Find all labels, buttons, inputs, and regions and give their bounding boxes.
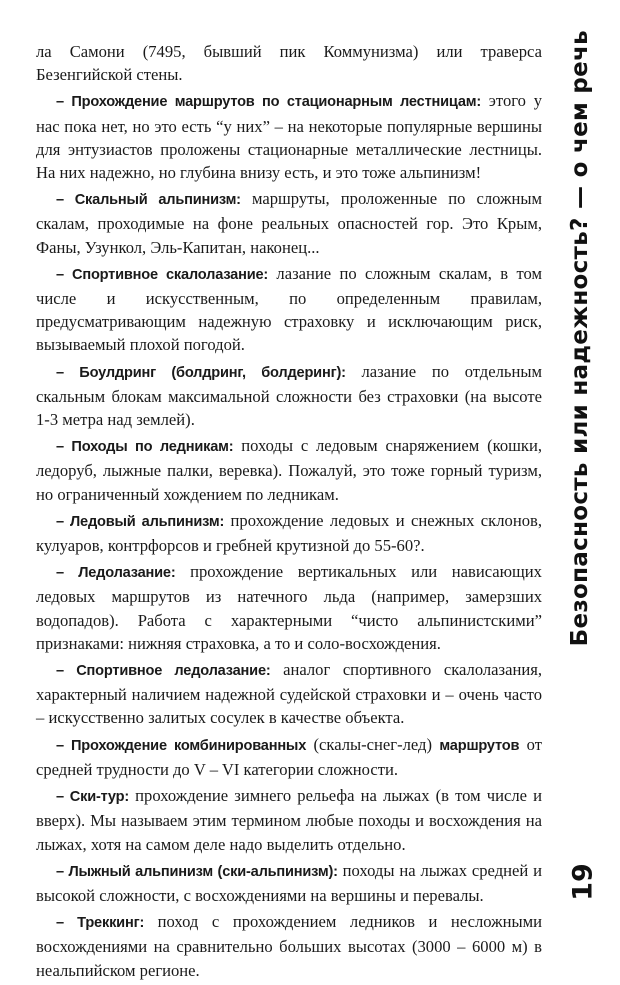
term-heading: – Прохождение маршрутов по стационарным лестницам:: [56, 94, 482, 111]
running-title-column: [556, 30, 602, 860]
paragraph-text: лазание по отдельным скальным блокам максимальной сложности без страховки (на высоте 1-3 метра над землей).: [36, 361, 542, 430]
term-heading: – Ледовый альпинизм:: [56, 513, 225, 530]
paragraph-text: прохождение зимнего рельефа на лыжах (в том числе и вверх). Мы называем этим термином любые походы и восхождения на лыжах, хотя на самом деле надо выделить отдельно.: [36, 786, 542, 854]
paragraph-text: этого у нас пока нет, но это есть “у них” – на некоторые популярные вершины для энтузиастов проложены стационарные металлические лестницы. На них надежно, но глубина внизу есть, и это тоже альпинизм!: [36, 91, 542, 183]
paragraph-text: (скалы-снег-лед): [306, 734, 440, 754]
paragraph-text: походы с ледовым снаряжением (кошки, ледоруб, лыжные палки, веревка). Пожалуй, это тоже горный туризм, но ограниченный хождением по ледникам.: [36, 436, 542, 504]
paragraph-text: поход с прохождением ледников и несложными восхождениями на сравнительно больших высотах (3000 – 6000 м) в неальпийском регионе.: [36, 912, 542, 980]
paragraph-sport-ice-climbing: [36, 658, 542, 730]
paragraph-ice-climbing: [36, 560, 542, 655]
term-heading: – Треккинг:: [56, 915, 145, 932]
paragraph-sport-climbing: [36, 262, 542, 357]
paragraph-rock-alpinism: [36, 187, 542, 259]
page-number-box: [563, 852, 603, 912]
paragraph-stationary-ladders: [36, 89, 542, 184]
paragraph-text: походы на лыжах средней и высокой сложности, с восхождениями на вершины и перевалы.: [36, 860, 543, 905]
paragraph-trekking: [36, 910, 542, 982]
paragraph-bouldering: [36, 360, 542, 432]
paragraph-continued: [36, 40, 542, 86]
term-heading: – Ски-тур:: [56, 789, 130, 806]
term-heading: – Ледолазание:: [56, 565, 176, 582]
paragraph-text: прохождение ледовых и снежных склонов, кулуаров, контрфорсов и гребней крутизной до 55-60?.: [36, 510, 542, 556]
paragraph-glacier-hikes: [36, 434, 542, 506]
paragraph-text: ла Самони (7495, бывший пик Коммунизма) или траверса Безенгийской стены.: [36, 42, 542, 85]
paragraph-text: лазание по сложным скалам, в том числе и искусственным, по определенным правилам, предусматривающим надежную страховку и исключающим риск, вызываемый плохой погодой.: [36, 263, 542, 355]
paragraph-ice-alpinism: [36, 509, 542, 557]
body-text: [36, 40, 542, 985]
paragraph-text: маршруты, проложенные по сложным скалам, проходимые на фоне реальных опасностей гор. Это Крым, Фаны, Узункол, Эль-Капитан, наконец...: [36, 189, 542, 257]
paragraph-text: от средней трудности до V – VI категории сложности.: [36, 734, 542, 779]
term-heading: – Спортивное ледолазание:: [56, 663, 271, 680]
paragraph-ski-tour: [36, 784, 542, 856]
paragraph-text: прохождение вертикальных или нависающих ледовых маршрутов из натечного льда (например, замерзших водопадов). Работа с характерными “чисто альпинистскими” признаками: нижняя страховка, а то и соло-восхождения.: [36, 562, 542, 653]
paragraph-text: аналог спортивного скалолазания, характерный наличием надежной судейской страховки и – очень часто – искусственно залитых сосулек в качестве объекта.: [36, 660, 542, 728]
term-heading: – Скальный альпинизм:: [56, 192, 241, 209]
term-heading: – Боулдринг (болдринг, болдеринг):: [56, 364, 346, 381]
term-heading: – Прохождение комбинированных: [56, 737, 307, 754]
term-heading: – Лыжный альпинизм (ски-альпинизм):: [56, 863, 338, 880]
term-heading: – Спортивное скалолазание:: [56, 266, 269, 283]
paragraph-mixed-routes: [36, 733, 542, 781]
term-heading: – Походы по ледникам:: [56, 439, 234, 456]
term-heading: маршрутов: [439, 737, 520, 754]
running-title: Безопасность или надежность? — о чем речь: [567, 30, 593, 647]
page-number: 19: [567, 863, 599, 901]
paragraph-ski-mountaineering: [36, 859, 542, 907]
